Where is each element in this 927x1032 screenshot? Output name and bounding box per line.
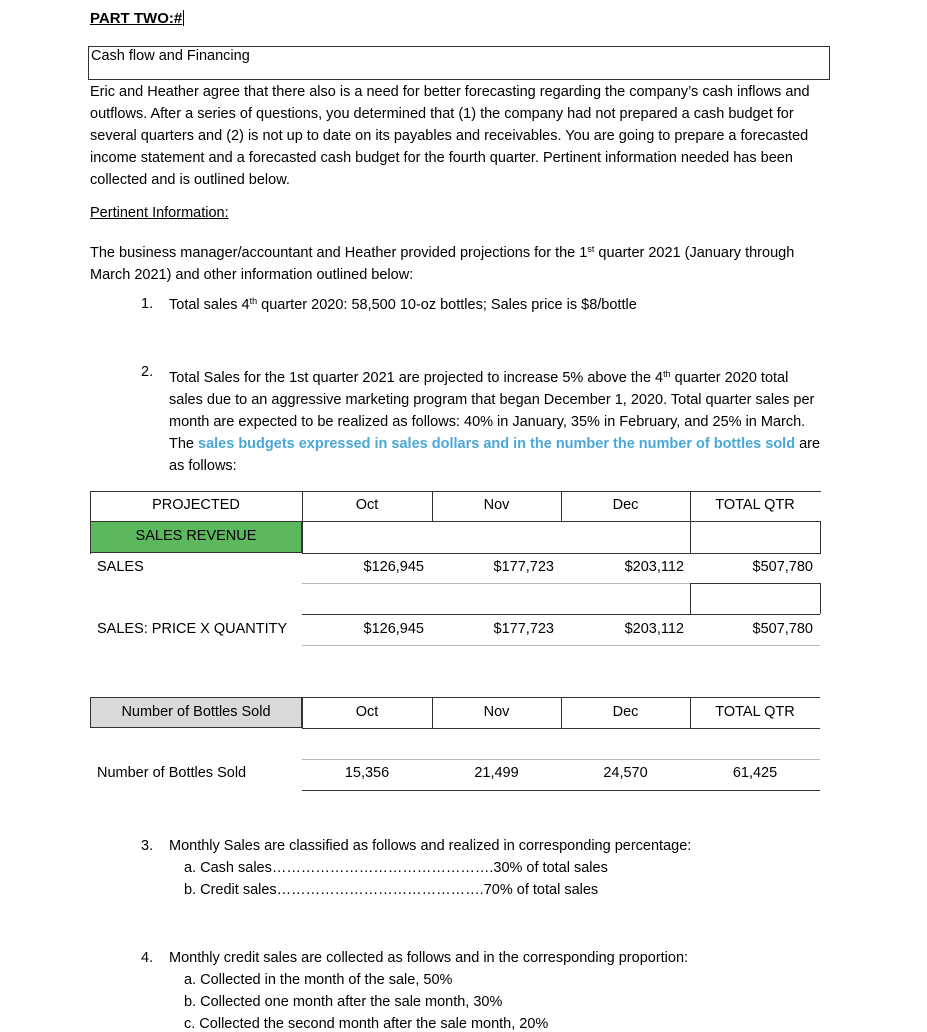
row-label: Number of Bottles Sold [97, 765, 247, 781]
table-cell: $126,945 [363, 559, 424, 575]
col-oct: Oct [355, 497, 379, 513]
page-title: PART TWO:# [90, 10, 183, 27]
col-total-qtr: TOTAL QTR [715, 704, 795, 720]
intro-paragraph: Eric and Heather agree that there also is a need for better forecasting regarding the company’s cash inflows and outflows. After a series of questions, you determined that (1) the company had not prepared a cash budget for several quarters and (2) is not up to date on its payables and receivables. You are going to prepare a forecasted income statement and a forecasted cash budget for the fourth quarter. Pertinent information needed has been collected and is outlined below. [90, 84, 810, 188]
text-cursor [183, 10, 184, 26]
sales-budget-highlight: sales budgets expressed in sales dollars and in the number the number of bottles sold [198, 436, 796, 452]
col-nov: Nov [483, 704, 510, 720]
item-1-number: 1. [141, 296, 154, 312]
item-4-number: 4. [141, 950, 154, 966]
pertinent-heading: Pertinent Information: [90, 205, 229, 221]
projected-label: PROJECTED [152, 497, 240, 513]
item-3b: b. Credit sales…………………………………….70% of total sales [184, 882, 599, 898]
table-cell: $177,723 [493, 621, 554, 637]
subtitle-box[interactable] [88, 46, 830, 80]
bottles-header-label: Number of Bottles Sold [121, 704, 271, 720]
col-dec: Dec [612, 704, 639, 720]
subtitle-text: Cash flow and Financing [91, 48, 250, 64]
row-label: SALES [97, 559, 144, 575]
table-cell: 61,425 [732, 765, 778, 781]
item-3-text: Monthly Sales are classified as follows and realized in corresponding percentage: [169, 838, 692, 854]
table-cell: $126,945 [363, 621, 424, 637]
item-4b: b. Collected one month after the sale month, 30% [184, 994, 503, 1010]
table-cell: 21,499 [474, 765, 519, 781]
col-dec: Dec [612, 497, 639, 513]
item-4c: c. Collected the second month after the sale month, 20% [184, 1016, 549, 1032]
col-total-qtr: TOTAL QTR [715, 497, 795, 513]
col-nov: Nov [483, 497, 510, 513]
projections-paragraph: The business manager/accountant and Heather provided projections for the 1st quarter 2021 (January through March 2021) and other information outlined below: [90, 244, 795, 283]
table-cell: $507,780 [752, 621, 813, 637]
table-cell: $203,112 [624, 621, 684, 637]
table-cell: $507,780 [752, 559, 813, 575]
table-cell: $203,112 [624, 559, 684, 575]
item-2-number: 2. [141, 364, 154, 380]
item-3-number: 3. [141, 838, 154, 854]
row-label: SALES: PRICE X QUANTITY [97, 621, 288, 637]
item-2-text: Total Sales for the 1st quarter 2021 are projected to increase 5% above the 4th quarter 2020 total sales due to an aggressive marketing program that began December 1, 2020. Total quarter sales per month are expected to be realized as follows: 40% in January, 35% in February, and 25% in March. The sales budgets expressed in sales dollars and in the number the number of bottles sold are as follows: [169, 369, 821, 474]
sales-revenue-label: SALES REVENUE [135, 528, 257, 544]
item-1-text: Total sales 4th quarter 2020: 58,500 10-oz bottles; Sales price is $8/bottle [169, 296, 637, 313]
item-4-text: Monthly credit sales are collected as follows and in the corresponding proportion: [169, 950, 689, 966]
col-oct: Oct [355, 704, 379, 720]
table-cell: 15,356 [344, 765, 390, 781]
item-4a: a. Collected in the month of the sale, 50% [184, 972, 453, 988]
item-3a: a. Cash sales……………………………………….30% of total sales [184, 860, 608, 876]
table-cell: 24,570 [603, 765, 648, 781]
table-cell: $177,723 [493, 559, 554, 575]
